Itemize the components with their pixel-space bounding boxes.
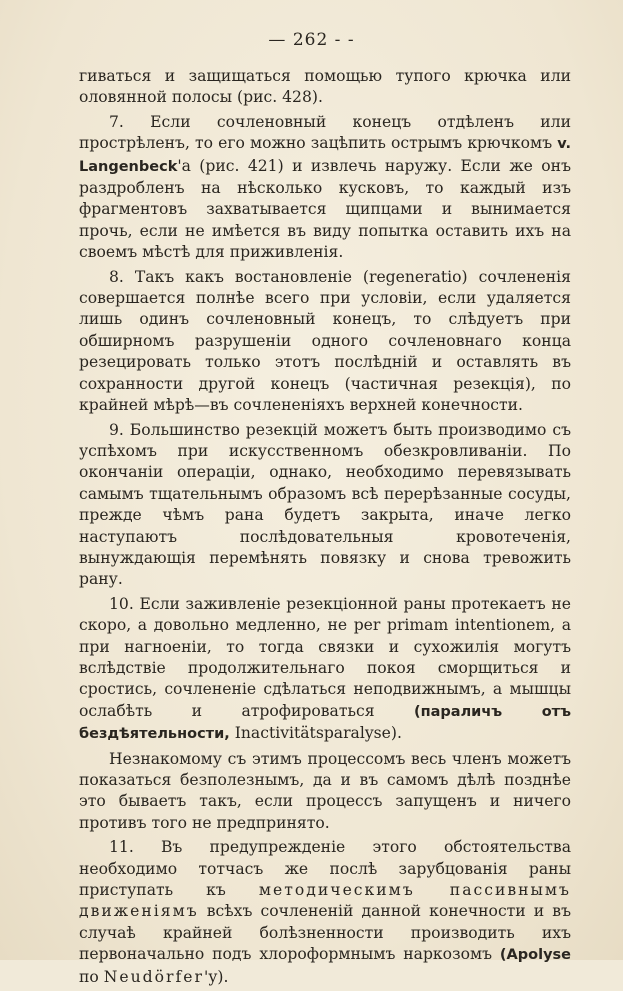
paragraph-p-11 [79, 837, 571, 988]
text-run: всѣхъ сочлененій данной конечности и въ случаѣ крайней болѣзненности производить ихъ первоначально подъ хлороформнымъ наркозомъ [79, 902, 571, 964]
text-run: по [79, 967, 104, 986]
text-run: (параличъ отъ бездѣятельности, [79, 703, 571, 743]
text-run: Neudörfer [103, 967, 204, 986]
text-run: (Apolyse [499, 947, 571, 964]
text-run: методическимъ пассивнымъ движеніямъ [79, 881, 571, 921]
paragraph-p-9 [79, 420, 571, 591]
paragraph-p-10b [79, 749, 571, 835]
text-run: 11. Въ предупрежденіе этого обстоятельства необходимо тотчасъ же послѣ зарубцованія раны приступать къ [79, 838, 571, 900]
text-run: Незнакомому съ этимъ процессомъ весь членъ можетъ показаться безполезнымъ, да и въ самомъ дѣлѣ позднѣе это бываетъ такъ, если процессъ запущенъ и ничего противъ того не предпринято. [79, 749, 571, 832]
text-run: Inactivitätsparalyse). [229, 724, 402, 743]
paragraph-p-continued [79, 66, 571, 109]
text-run: 10. Если заживленіе резекціонной раны протекаетъ не скоро, а довольно медленно, не per primam intentionem, а при нагноеніи, то тогда связки и сухожилія могутъ вслѣдствіе продолжительнаго покоя сморщиться и сростись, сочлененіе сдѣлаться неподвижнымъ, а мышцы ослабѣть и атрофироваться [79, 594, 571, 720]
text-run: 8. Такъ какъ востановленіе (regeneratio) сочлененія совершается полнѣе всего при условіи, если удаляется лишь одинъ сочленовный конецъ, то слѣдуетъ при обширномъ разрушеніи одного сочленовнаго конца резецировать только этотъ послѣдній и оставлять въ сохранности другой конецъ (частичная резекція), по крайней мѣрѣ—въ сочлененіяхъ верхней конечности. [79, 267, 571, 415]
text-run: v. Langenbeck [79, 136, 571, 175]
paragraph-p-8 [79, 267, 571, 417]
text-run: 'а (рис. 421) и извлечь наружу. Если же онъ раздробленъ на нѣсколько кусковъ, то каждый изъ фрагментовъ захватывается щипцами и вынимается прочь, если не имѣется въ виду попытка оставить ихъ на своемъ мѣстѣ для приживленія. [79, 156, 571, 262]
paragraph-p-10 [79, 594, 571, 746]
page-number: — 262 - - [268, 30, 355, 50]
body-text [79, 66, 571, 991]
text-run: гиваться и защищаться помощью тупого крючка или оловянной полосы (рис. 428). [79, 67, 571, 107]
paragraph-p-7 [79, 112, 571, 264]
text-run: 7. Если сочленовный конецъ отдѣленъ или прострѣленъ, то его можно зацѣпить острымъ крючкомъ [79, 112, 571, 153]
text-run: 9. Большинство резекцій можетъ быть производимо съ успѣхомъ при искусственномъ обезкровливаніи. По окончаніи операціи, однако, необходимо перевязывать самымъ тщательнымъ образомъ всѣ перерѣзанные сосуды, прежде чѣмъ рана будетъ закрыта, иначе легко наступаютъ послѣдовательныя кровотеченія, вынуждающія перемѣнять повязку и снова тревожить рану. [79, 420, 571, 589]
text-run: 'у). [203, 967, 229, 986]
